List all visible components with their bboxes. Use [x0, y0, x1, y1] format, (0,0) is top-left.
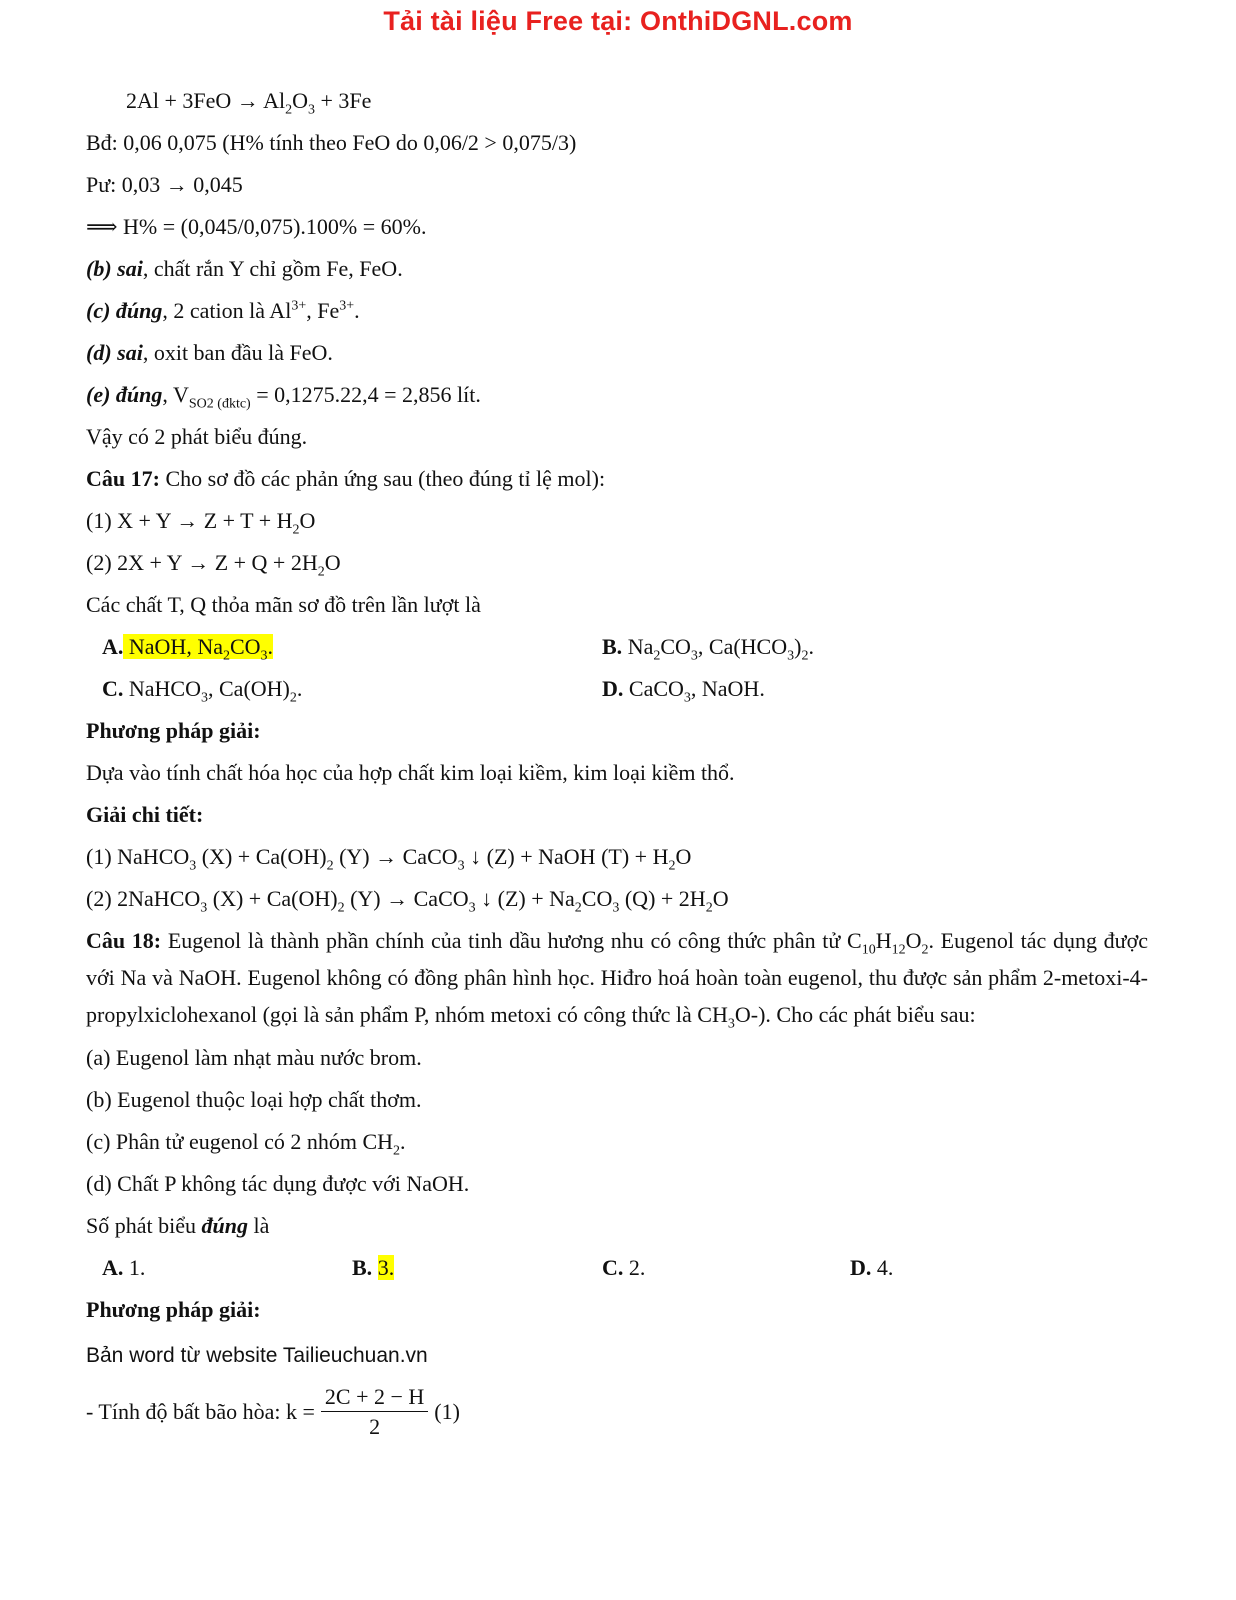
yield-result: ⟹ H% = (0,045/0,075).100% = 60%.	[86, 214, 427, 239]
reaction-1: (1) $X + Y \to Z + T + H_2O$	[86, 508, 316, 538]
q17-options-row-1	[86, 626, 1148, 668]
statement-e: (e) đúng, $V_{SO2 (đktc)} = 0,1275.22,4 = 2,856$ lít.	[86, 382, 481, 412]
source-note: Bản word từ website Tailieuchuan.vn	[86, 1344, 428, 1367]
q17-detail-2: (2) 2NaHCO$_3$ $(X) + Ca(OH)_2$ (Y) → CaCO$_3$ ↓ $(Z) + Na_2CO_3$ $(Q) + 2H_2O$	[86, 886, 729, 916]
q17-method-title: Phương pháp giải:	[86, 718, 261, 743]
q17-option-d[interactable]: D. CaCO$_3$, NaOH.	[602, 676, 765, 706]
statement-c: (c) đúng, 2 cation là $Al^{3+}$, $Fe^{3+}$.	[86, 298, 360, 323]
q17-method-text: Dựa vào tính chất hóa học của hợp chất kim loại kiềm, kim loại kiềm thổ.	[86, 760, 735, 785]
q18-statement-b: (b) Eugenol thuộc loại hợp chất thơm.	[86, 1087, 422, 1112]
question-17-ask: Các chất T, Q thỏa mãn sơ đồ trên lần lượt là	[86, 592, 481, 617]
q18-option-a[interactable]: A. 1.	[102, 1255, 146, 1280]
statement-b: (b) sai, chất rắn Y chỉ gồm Fe, FeO.	[86, 256, 403, 281]
q18-options-row	[86, 1247, 1148, 1289]
q18-statement-d: (d) Chất P không tác dụng được với NaOH.	[86, 1171, 470, 1196]
q17-detail-title: Giải chi tiết:	[86, 802, 204, 827]
statement-d: (d) sai, oxit ban đầu là FeO.	[86, 340, 333, 365]
q17-option-c[interactable]: C. NaHCO$_3$, $Ca(OH)_2$.	[102, 676, 303, 706]
unsaturation-formula: - Tính độ bất bão hòa: k = $\frac{2C + 2 - H}{2}$ (1)	[86, 1377, 1148, 1447]
q17-option-b[interactable]: B. $Na_2CO_3$, $Ca(HCO_3)_2$.	[602, 634, 814, 664]
document-body	[86, 80, 1148, 1447]
q18-option-b[interactable]: B. 3.	[352, 1255, 395, 1280]
q18-option-d[interactable]: D. 4.	[850, 1255, 894, 1280]
fraction: $\frac{2C + 2 - H}{2}$	[321, 1383, 428, 1442]
q18-ask: Số phát biểu đúng là	[86, 1213, 270, 1238]
equation-al-feo: $2Al + 3FeO \to Al_2O_3 + 3Fe$	[126, 88, 372, 118]
download-banner[interactable]: Tải tài liệu Free tại: OnthiDGNL.com	[383, 6, 853, 36]
conclusion: Vậy có 2 phát biểu đúng.	[86, 424, 308, 449]
question-17: Câu 17: Cho sơ đồ các phản ứng sau (theo đúng tỉ lệ mol):	[86, 466, 606, 491]
reacted-moles: Pư: 0,03 → 0,045	[86, 172, 243, 197]
q18-option-c[interactable]: C. 2.	[602, 1255, 646, 1280]
reaction-2: (2) $2X + Y \to Z + Q + 2H_2O$	[86, 550, 341, 580]
q18-statement-c: (c) Phân tử eugenol có 2 nhóm $CH_2$.	[86, 1129, 406, 1159]
q18-statement-a: (a) Eugenol làm nhạt màu nước brom.	[86, 1045, 422, 1070]
q17-detail-1: (1) NaHCO$_3$ $(X) + Ca(OH)_2$ (Y) → CaCO$_3$ ↓ (Z) + NaOH $(T) + H_2O$	[86, 844, 692, 874]
q17-option-a[interactable]: A. NaOH, $Na_2CO_3$.	[102, 634, 274, 664]
initial-moles: Bđ: 0,06 0,075 (H% tính theo FeO do 0,06/2 > 0,075/3)	[86, 130, 577, 155]
q17-options-row-2	[86, 668, 1148, 710]
q18-method-title: Phương pháp giải:	[86, 1297, 261, 1322]
question-18: Câu 18: Eugenol là thành phần chính của tinh dầu hương nhu có công thức phân tử $C_{10}H_{12}O_2$. Eugenol tác dụng được với Na và NaOH. Eugenol không có đồng phân hình học. Hiđro hoá hoàn toàn eugenol, thu được sản phẩm 2-metoxi-4-propylxiclohexanol (gọi là sản phẩm P, nhóm metoxi có công thức là $CH_3O-$). Cho các phát biểu sau:	[86, 928, 1149, 1032]
